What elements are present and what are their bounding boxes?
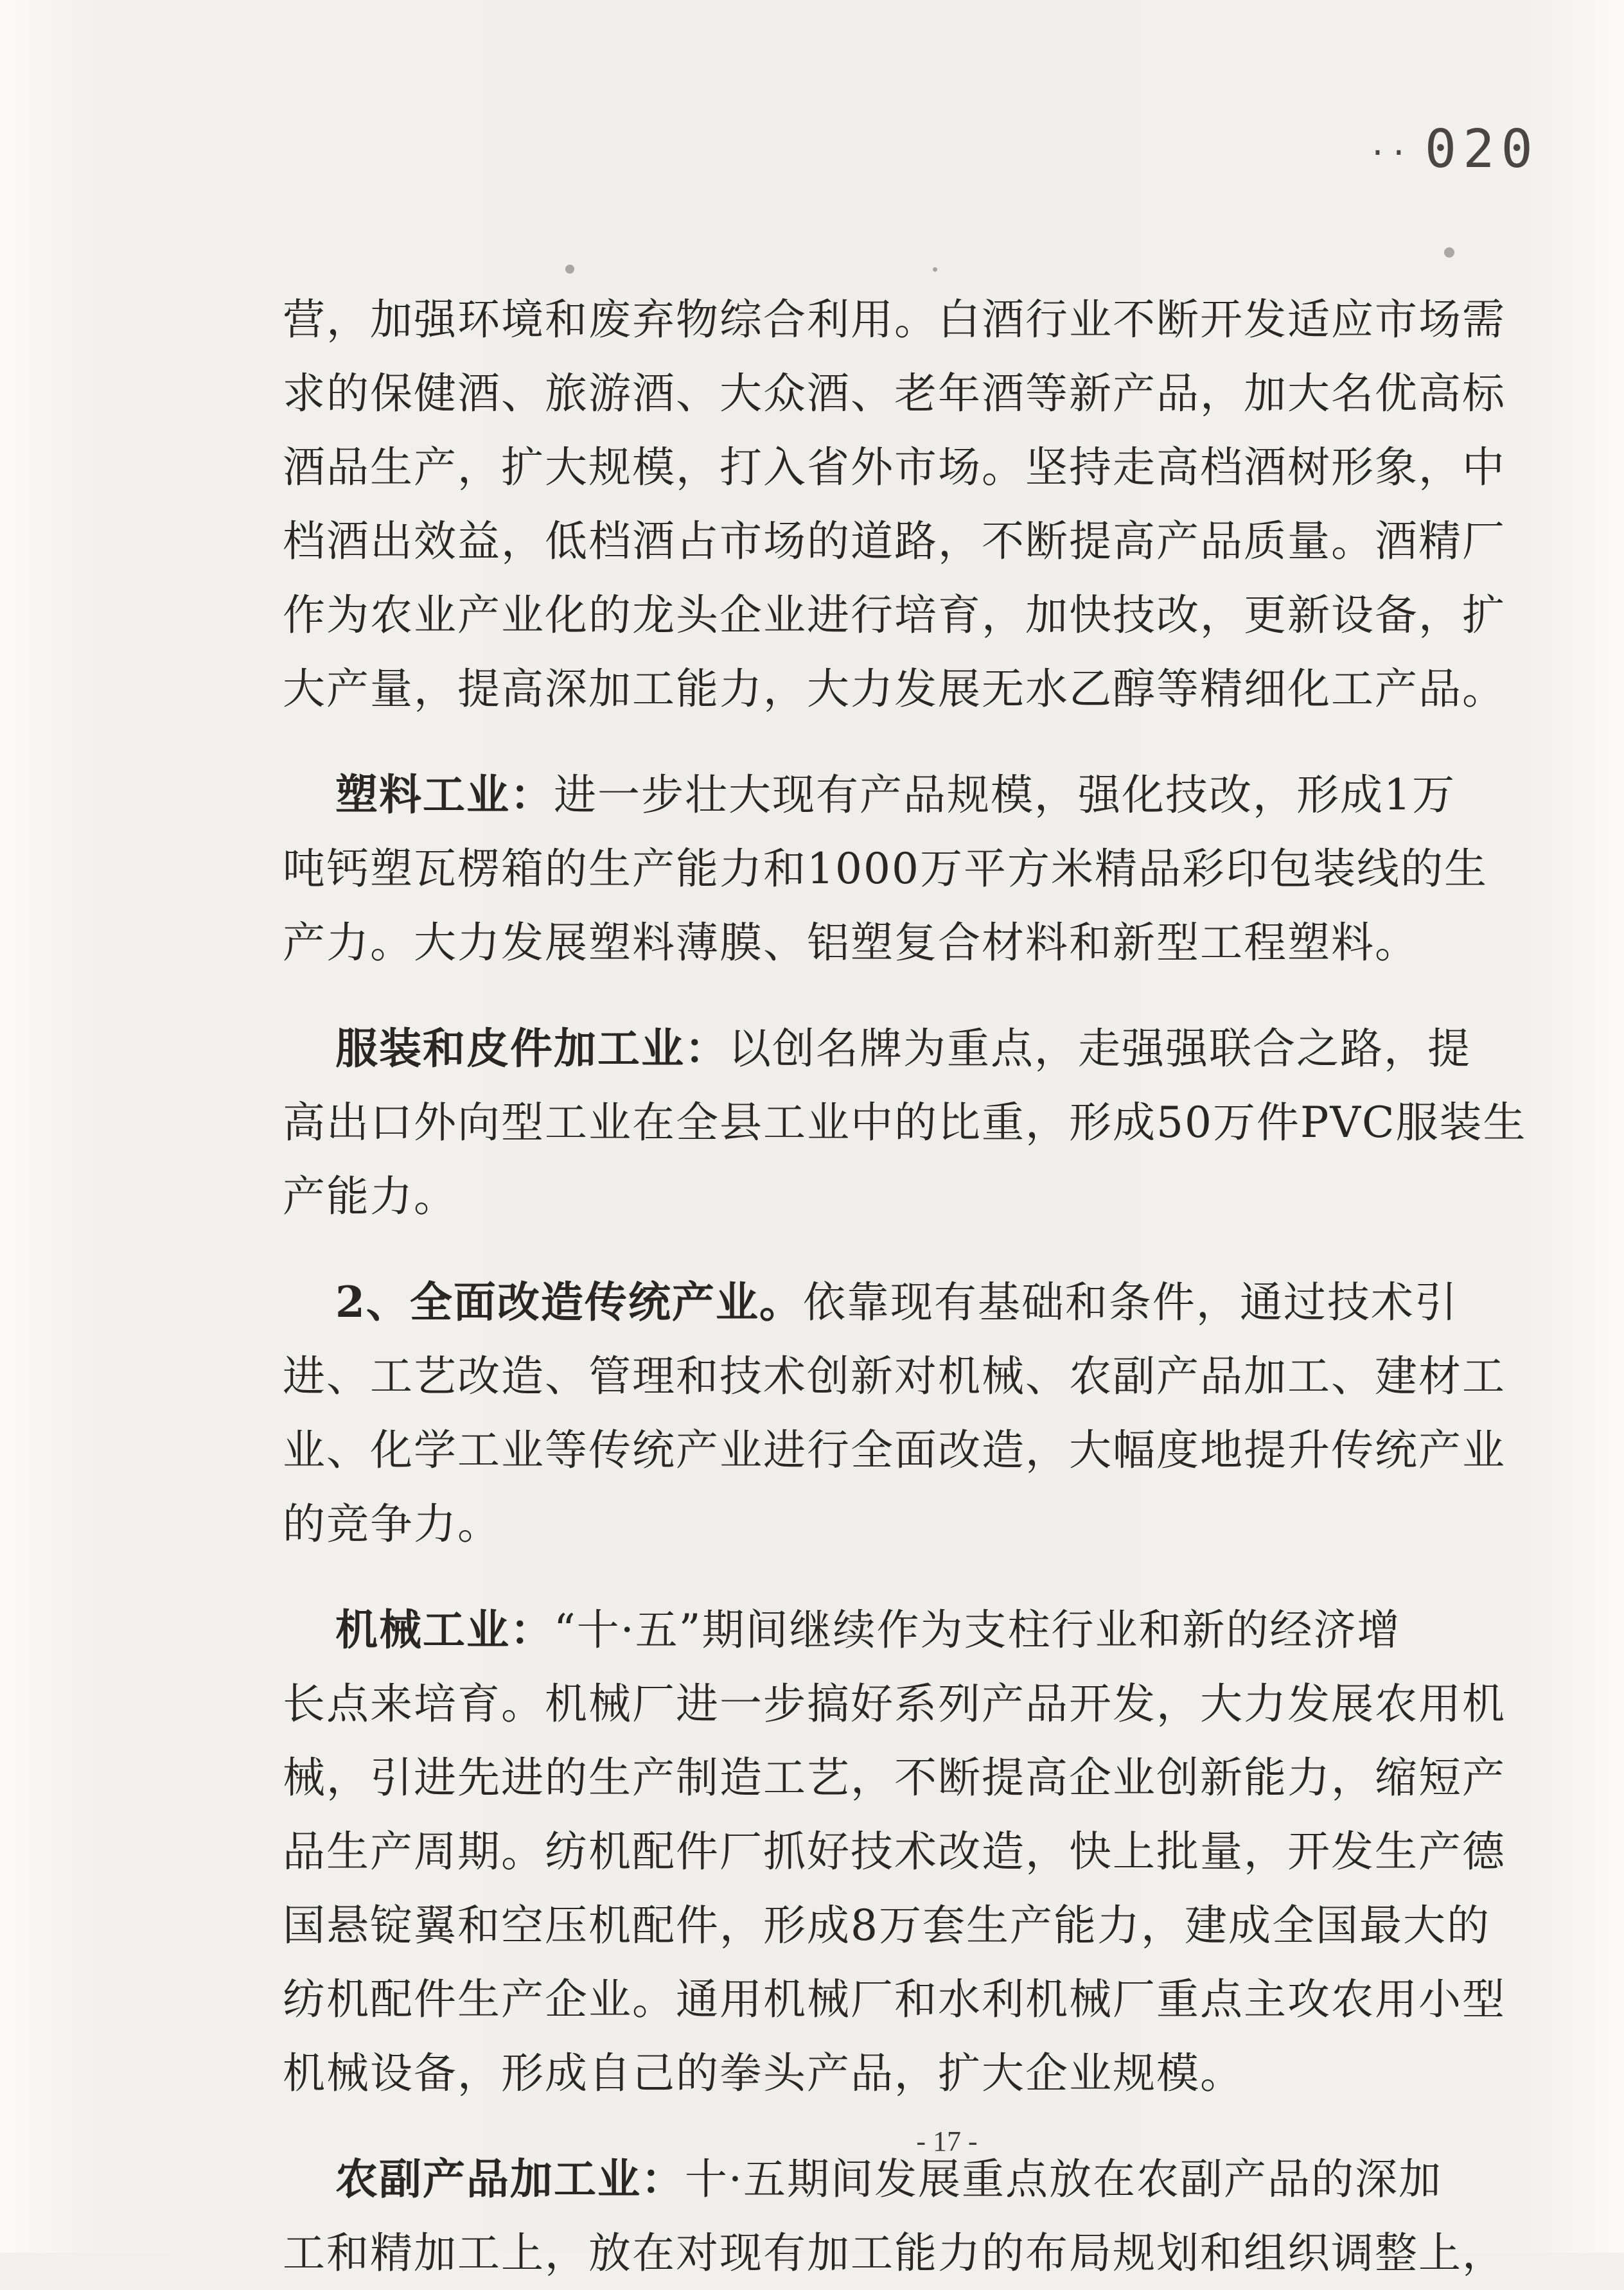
section-heading: 机械工业：	[335, 1605, 554, 1655]
text-line: 酒品生产，扩大规模，打入省外市场。坚持走高档酒树形象，中	[283, 443, 1506, 492]
scan-speck	[565, 265, 574, 274]
stamp-marks: ··	[1368, 134, 1411, 171]
paragraph	[283, 1593, 1506, 2110]
text-line: 档酒出效益，低档酒占市场的道路，不断提高产品质量。酒精厂	[283, 516, 1506, 566]
section-heading: 2、全面改造传统产业。	[335, 1277, 803, 1327]
text-line	[283, 1593, 1407, 1667]
text-span: “十·五”期间继续作为支柱行业和新的经济增	[554, 1605, 1401, 1655]
text-line: 大产量，提高深加工能力，大力发展无水乙醇等精细化工产品。	[283, 664, 1506, 714]
text-line	[283, 1265, 1458, 1339]
stamp-number: 020	[1424, 119, 1539, 180]
section-heading: 塑料工业：	[335, 770, 554, 820]
text-line: 的竞争力。	[283, 1499, 501, 1549]
text-span: 以创名牌为重点，走强强联合之路，提	[728, 1024, 1471, 1073]
text-line	[283, 1012, 1471, 1086]
text-span: 十·五期间发展重点放在农副产品的深加	[685, 2154, 1442, 2204]
text-line: 进、工艺改造、管理和技术创新对机械、农副产品加工、建材工	[283, 1352, 1506, 1401]
text-span: 依靠现有基础和条件，通过技术引	[802, 1278, 1458, 1327]
text-line: 业、化学工业等传统产业进行全面改造，大幅度地提升传统产业	[283, 1425, 1506, 1475]
text-line: 营，加强环境和废弃物综合利用。白酒行业不断开发适应市场需	[283, 295, 1506, 344]
text-line: 长点来培育。机械厂进一步搞好系列产品开发，大力发展农用机	[283, 1679, 1506, 1729]
scan-speck	[1444, 247, 1454, 258]
section-heading: 服装和皮件加工业：	[335, 1023, 728, 1073]
text-line: 品生产周期。纺机配件厂抓好技术改造，快上批量，开发生产德	[283, 1827, 1506, 1876]
text-line: 求的保健酒、旅游酒、大众酒、老年酒等新产品，加大名优高标	[283, 369, 1506, 418]
text-line: 工和精加工上，放在对现有加工能力的布局规划和组织调整上，	[283, 2228, 1506, 2278]
scan-speck	[933, 267, 937, 272]
archive-page-stamp	[1368, 119, 1539, 180]
paragraph	[283, 1012, 1527, 1233]
document-body	[283, 283, 1527, 2290]
paragraph	[283, 1265, 1506, 1561]
text-line: 高出口外向型工业在全县工业中的比重，形成50万件PVC服装生	[283, 1098, 1527, 1147]
page-number: - 17 -	[916, 2126, 978, 2157]
section-heading: 农副产品加工业：	[335, 2154, 685, 2204]
text-line: 作为农业产业化的龙头企业进行培育，加快技改，更新设备，扩	[283, 590, 1506, 640]
text-span: 进一步壮大现有产品规模，强化技改，形成1万	[554, 770, 1456, 820]
text-line: 械，引进先进的生产制造工艺，不断提高企业创新能力，缩短产	[283, 1753, 1506, 1802]
text-line	[283, 758, 1456, 832]
paragraph	[283, 758, 1488, 980]
text-line: 产力。大力发展塑料薄膜、铝塑复合材料和新型工程塑料。	[283, 918, 1418, 967]
text-line: 国悬锭翼和空压机配件，形成8万套生产能力，建成全国最大的	[283, 1901, 1490, 1950]
text-line: 产能力。	[283, 1172, 457, 1221]
text-line: 纺机配件生产企业。通用机械厂和水利机械厂重点主攻农用小型	[283, 1975, 1506, 2024]
paragraph	[283, 2142, 1506, 2290]
paragraph	[283, 283, 1506, 726]
text-line: 吨钙塑瓦楞箱的生产能力和1000万平方米精品彩印包装线的生	[283, 844, 1488, 894]
text-line: 机械设备，形成自己的拳头产品，扩大企业规模。	[283, 2048, 1244, 2098]
